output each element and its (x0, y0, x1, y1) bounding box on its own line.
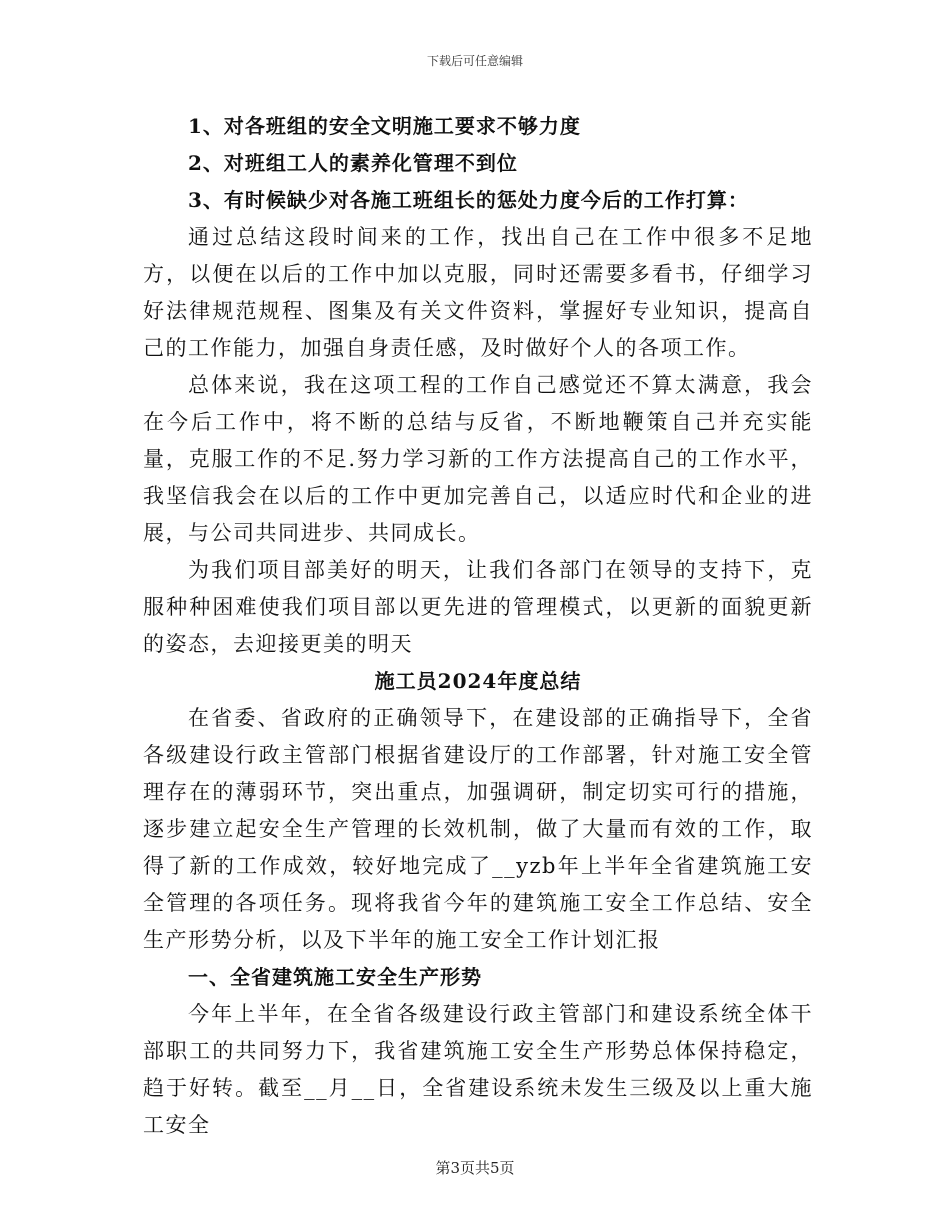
page-footer: 第3页共5页 (435, 1159, 515, 1177)
list-item: 3、有时候缺少对各施工班组长的惩处力度今后的工作打算： (188, 188, 749, 212)
paragraph: 通过总结这段时间来的工作，找出自己在工作中很多不足地方，以便在以后的工作中加以克服，同时还需要多看书，仔细学习好法律规范规程、图集及有关文件资料，掌握好专业知识，提高自己的工作能力，加强自身责任感，及时做好个人的各项工作。 (143, 225, 813, 360)
list-item: 1、对各班组的安全文明施工要求不够力度 (188, 114, 581, 138)
document-body (143, 108, 813, 1144)
paragraph: 今年上半年，在全省各级建设行政主管部门和建设系统全体干部职工的共同努力下，我省建筑施工安全生产形势总体保持稳定，趋于好转。截至__月__日，全省建设系统未发生三级及以上重大施工安全 (143, 1002, 813, 1137)
paragraph: 总体来说，我在这项工程的工作自己感觉还不算太满意，我会在今后工作中，将不断的总结与反省，不断地鞭策自己并充实能量，克服工作的不足.努力学习新的工作方法提高自己的工作水平，我坚信我会在以后的工作中更加完善自己，以适应时代和企业的进展，与公司共同进步、共同成长。 (143, 373, 813, 545)
section-title: 施工员2024年度总结 (374, 669, 582, 693)
paragraph: 为我们项目部美好的明天，让我们各部门在领导的支持下，克服种种困难使我们项目部以更先进的管理模式，以更新的面貌更新的姿态，去迎接更美的明天 (143, 558, 813, 656)
subheading: 一、全省建筑施工安全生产形势 (188, 965, 482, 989)
page-header: 下载后可任意编辑 (426, 54, 523, 68)
list-item: 2、对班组工人的素养化管理不到位 (188, 151, 518, 175)
paragraph: 在省委、省政府的正确领导下，在建设部的正确指导下，全省各级建设行政主管部门根据省建设厅的工作部署，针对施工安全管理存在的薄弱环节，突出重点，加强调研，制定切实可行的措施，逐步建立起安全生产管理的长效机制，做了大量而有效的工作，取得了新的工作成效，较好地完成了__yzb年上半年全省建筑施工安全管理的各项任务。现将我省今年的建筑施工安全工作总结、安全生产形势分析，以及下半年的施工安全工作计划汇报 (143, 706, 813, 952)
